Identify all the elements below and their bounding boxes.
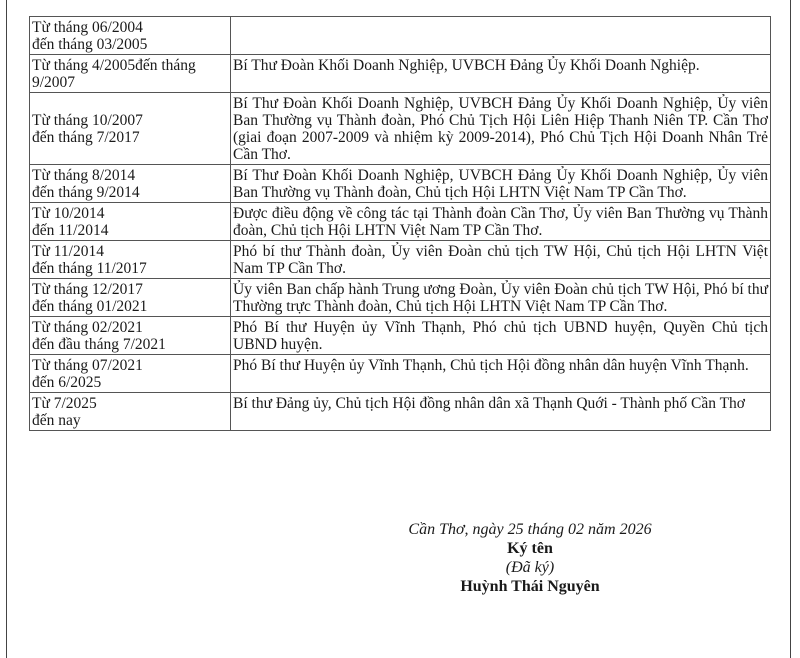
period-line-1: Từ tháng 10/2007 [32,112,143,129]
table-row [30,165,771,203]
description-cell: Được điều động về công tác tại Thành đoàn Cần Thơ, Ủy viên Ban Thường vụ Thành đoàn, Chủ tịch Hội LHTN Việt Nam TP Cần Thơ. [231,203,771,241]
description-cell: Phó Bí thư Huyện ủy Vĩnh Thạnh, Phó chủ tịch UBND huyện, Quyền Chủ tịch UBND huyện. [231,317,771,355]
period-line-1: Từ 11/2014 [32,243,104,260]
period-line-2: đến 6/2025 [32,374,102,391]
table-row [30,93,771,165]
description-cell: Bí Thư Đoàn Khối Doanh Nghiệp, UVBCH Đảng Ủy Khối Doanh Nghiệp. [231,55,771,93]
period-line-2: đến 11/2014 [32,222,109,239]
period-line-1: Từ 10/2014 [32,205,105,222]
period-cell [30,165,231,203]
period-line-2: đến tháng 01/2021 [32,298,148,315]
signed-note: (Đã ký) [505,559,555,576]
signer-name: Huỳnh Thái Nguyên [460,578,600,595]
table-row [30,17,771,55]
period-line-1: Từ 7/2025 [32,395,97,412]
period-line-2: đến tháng 7/2017 [32,129,140,146]
table-row [30,355,771,393]
period-line-1: Từ tháng 06/2004 [32,19,143,36]
description-cell: Bí Thư Đoàn Khối Doanh Nghiệp, UVBCH Đảng Ủy Khối Doanh Nghiệp, Ủy viên Ban Thường vụ Thành đoàn, Chủ tịch Hội LHTN Việt Nam TP Cần Thơ. [231,165,771,203]
table-row [30,241,771,279]
period-cell [30,241,231,279]
period-cell [30,279,231,317]
period-line-2: đến tháng 03/2005 [32,36,148,53]
period-cell [30,203,231,241]
period-line-2: đến tháng 11/2017 [32,260,147,277]
description-cell: Phó Bí thư Huyện ủy Vĩnh Thạnh, Chủ tịch Hội đồng nhân dân huyện Vĩnh Thạnh. [231,355,771,393]
period-cell [30,17,231,55]
period-line-1: Từ tháng 07/2021 [32,357,143,374]
period-line-1: Từ tháng 12/2017 [32,281,143,298]
description-cell: Bí thư Đảng ủy, Chủ tịch Hội đồng nhân dân xã Thạnh Quới - Thành phố Cần Thơ [231,393,771,431]
table-row [30,203,771,241]
place-date: Cần Thơ, ngày 25 tháng 02 năm 2026 [408,521,652,538]
period-cell: Từ tháng 4/2005đến tháng 9/2007 [30,55,231,93]
table-row [30,393,771,431]
signature-title: Ký tên [507,540,553,557]
description-cell: Bí Thư Đoàn Khối Doanh Nghiệp, UVBCH Đảng Ủy Khối Doanh Nghiệp, Ủy viên Ban Thường vụ Thành đoàn, Phó Chủ Tịch Hội Liên Hiệp Thanh Niên TP. Cần Thơ (giai đoạn 2007-2009 và nhiệm kỳ 2009-2014), Phó Chủ Tịch Hội Doanh Nhân Trẻ Cần Thơ. [231,93,771,165]
period-line-2: đến đầu tháng 7/2021 [32,336,166,353]
signature-block [330,520,730,596]
table-row [30,279,771,317]
period-cell [30,93,231,165]
description-cell: Phó bí thư Thành đoàn, Ủy viên Đoàn chủ tịch TW Hội, Chủ tịch Hội LHTN Việt Nam TP Cần Thơ. [231,241,771,279]
period-cell [30,393,231,431]
table-row [30,317,771,355]
period-cell [30,317,231,355]
description-cell: Ủy viên Ban chấp hành Trung ương Đoàn, Ủy viên Đoàn chủ tịch TW Hội, Phó bí thư Thường trực Thành đoàn, Chủ tịch Hội LHTN Việt Nam TP Cần Thơ. [231,279,771,317]
period-line-2: đến tháng 9/2014 [32,184,140,201]
period-line-1: Từ tháng 8/2014 [32,167,136,184]
career-history-table [29,16,771,431]
period-cell [30,355,231,393]
table-row [30,55,771,93]
description-cell [231,17,771,55]
period-line-2: đến nay [32,412,81,429]
period-line-1: Từ tháng 02/2021 [32,319,143,336]
